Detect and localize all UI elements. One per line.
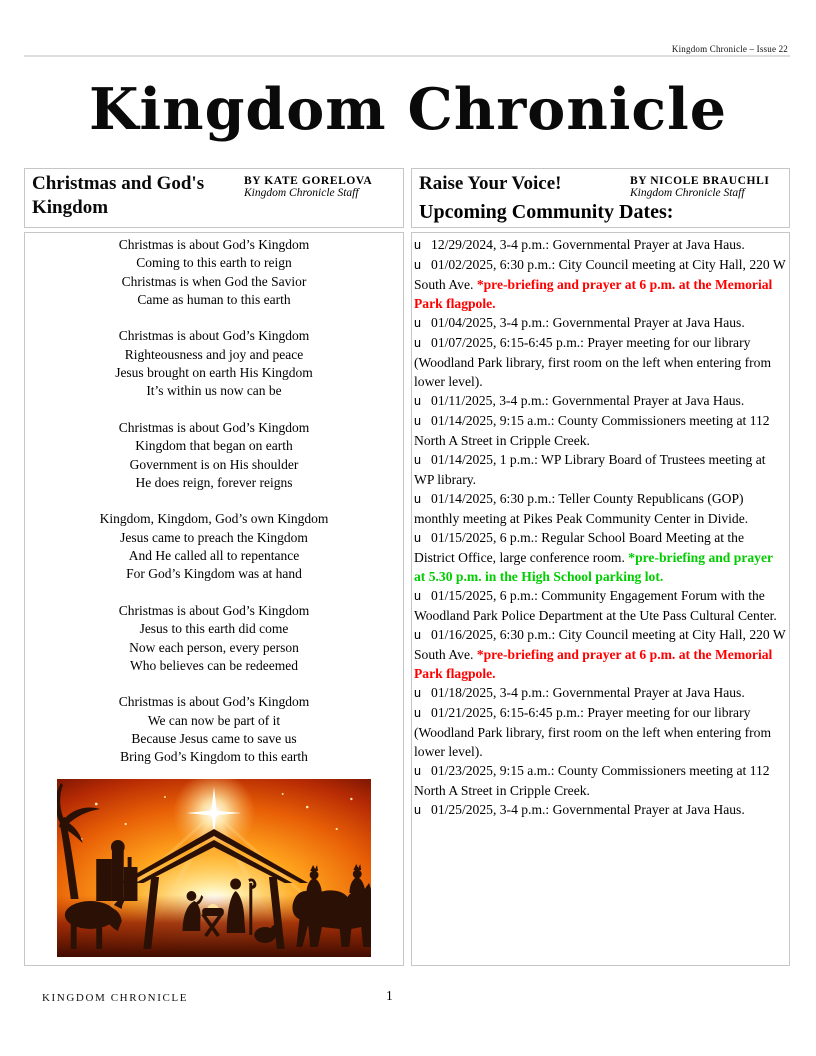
poem-line: Christmas is about God’s Kingdom: [118, 237, 310, 252]
event-text: 01/14/2025, 9:15 a.m.: County Commissioners meeting at 112 North A Street in Cripple Creek.: [414, 413, 770, 448]
poem-line: For God’s Kingdom was at hand: [126, 566, 302, 582]
events-list: [414, 235, 787, 820]
header-rule: [24, 55, 790, 57]
poem-line: Christmas is about God’s Kingdom: [118, 328, 310, 344]
event-text: 01/02/2025, 6:30 p.m.: City Council meeting at City Hall, 220 W South Ave.: [414, 257, 786, 292]
event-text: 01/25/2025, 3-4 p.m.: Governmental Prayer at Java Haus.: [431, 802, 745, 817]
event-item: [414, 450, 787, 489]
right-article-body: [411, 232, 790, 966]
poem-line: Jesus to this earth did come: [139, 621, 289, 637]
poem-line: Christmas is about God’s Kingdom: [118, 419, 310, 435]
event-text: 01/23/2025, 9:15 a.m.: County Commissioners meeting at 112 North A Street in Cripple Creek.: [414, 763, 770, 798]
bullet-icon: u: [414, 394, 422, 408]
event-item: [414, 683, 787, 703]
left-article-header: [24, 168, 404, 228]
event-highlight: *pre-briefing and prayer at 6 p.m. at the Memorial Park flagpole.: [414, 277, 773, 311]
bullet-icon: u: [414, 414, 422, 428]
event-item: [414, 313, 787, 333]
bullet-icon: u: [414, 764, 422, 778]
event-highlight: *pre-briefing and prayer at 5.30 p.m. in the High School parking lot.: [414, 550, 773, 584]
poem-line: Jesus came to preach the Kingdom: [120, 529, 308, 545]
right-article-title: Raise Your Voice!: [419, 173, 562, 194]
page-number: 1: [386, 988, 393, 1003]
poem-line: Bring God’s Kingdom to this earth: [120, 749, 308, 765]
poem-stanza: [25, 327, 403, 400]
event-item: [414, 411, 787, 450]
event-item: [414, 333, 787, 391]
masthead-title: Kingdom Chronicle: [88, 76, 728, 143]
left-article-body: [24, 232, 404, 966]
event-item: [414, 586, 787, 625]
left-article-byline: [244, 172, 396, 224]
poem-stanza: [25, 236, 403, 309]
poem-stanza: [25, 510, 403, 583]
poem-line: Christmas is about God’s Kingdom: [118, 694, 310, 710]
bullet-icon: u: [414, 531, 422, 545]
byline-author: BY NICOLE BRAUCHLI: [630, 175, 770, 187]
poem-stanza: [25, 419, 403, 492]
poem-line: Kingdom, Kingdom, God’s own Kingdom: [99, 511, 329, 527]
event-text: 12/29/2024, 3-4 p.m.: Governmental Prayer at Java Haus.: [431, 237, 745, 252]
event-text: 01/07/2025, 6:15-6:45 p.m.: Prayer meeting for our library (Woodland Park library, first room on the left when entering from lower level).: [414, 335, 772, 389]
poem-line: Jesus brought on earth His Kingdom: [115, 365, 313, 381]
poem-line: He does reign, forever reigns: [135, 474, 293, 490]
bullet-icon: u: [414, 628, 422, 642]
event-highlight: *pre-briefing and prayer at 6 p.m. at the Memorial Park flagpole.: [414, 647, 773, 681]
right-column: [411, 168, 790, 966]
right-article-byline: [630, 172, 782, 199]
poem: [25, 236, 403, 767]
bullet-icon: u: [414, 803, 422, 817]
left-column: [24, 168, 404, 966]
byline-role: Kingdom Chronicle Staff: [630, 187, 745, 199]
right-article-header: [411, 168, 790, 228]
bullet-icon: u: [414, 492, 422, 506]
poem-line: Christmas is about God’s Kingdom: [118, 602, 310, 618]
event-item: [414, 800, 787, 820]
byline-role: Kingdom Chronicle Staff: [244, 187, 359, 199]
poem-line: Came as human to this earth: [137, 291, 291, 307]
content-columns: [24, 168, 790, 966]
bullet-icon: u: [414, 706, 422, 720]
poem-stanza: [25, 602, 403, 675]
poem-line: Government is on His shoulder: [129, 456, 299, 472]
event-item: [414, 703, 787, 761]
event-item: [414, 235, 787, 255]
event-text: 01/15/2025, 6 p.m.: Community Engagement Forum with the Woodland Park Police Department at the Ute Pass Cultural Center.: [414, 588, 777, 623]
footer-title: KINGDOM CHRONICLE: [42, 992, 189, 1004]
bullet-icon: u: [414, 336, 422, 350]
issue-label: Kingdom Chronicle – Issue 22: [671, 44, 788, 54]
poem-line: Coming to this earth to reign: [136, 255, 292, 271]
poem-line: We can now be part of it: [147, 712, 281, 728]
event-text: 01/04/2025, 3-4 p.m.: Governmental Prayer at Java Haus.: [431, 315, 745, 330]
bullet-icon: u: [414, 589, 422, 603]
poem-stanza: [25, 693, 403, 766]
poem-line: And He called all to repentance: [128, 548, 300, 564]
event-item: [414, 489, 787, 528]
event-item: [414, 255, 787, 313]
bullet-icon: u: [414, 453, 422, 467]
poem-line: Righteousness and joy and peace: [124, 346, 304, 362]
event-text: 01/18/2025, 3-4 p.m.: Governmental Prayer at Java Haus.: [431, 685, 745, 700]
event-item: [414, 625, 787, 683]
bullet-icon: u: [414, 316, 422, 330]
poem-line: Christmas is when God the Savior: [121, 273, 307, 289]
event-item: [414, 528, 787, 586]
bullet-icon: u: [414, 238, 422, 252]
bullet-icon: u: [414, 686, 422, 700]
event-text: 01/15/2025, 6 p.m.: Regular School Board Meeting at the District Office, large conference room.: [414, 530, 745, 565]
event-text: 01/16/2025, 6:30 p.m.: City Council meeting at City Hall, 220 W South Ave.: [414, 627, 786, 662]
bullet-icon: u: [414, 258, 422, 272]
event-text: 01/11/2025, 3-4 p.m.: Governmental Prayer at Java Haus.: [431, 393, 745, 408]
nativity-image-svg: [57, 779, 371, 957]
left-article-title: Christmas and God's Kingdom: [32, 173, 205, 218]
poem-line: It’s within us now can be: [146, 383, 282, 399]
event-item: [414, 391, 787, 411]
byline-author: BY KATE GORELOVA: [244, 175, 373, 187]
nativity-image: [57, 779, 371, 957]
event-text: 01/14/2025, 6:30 p.m.: Teller County Republicans (GOP) monthly meeting at Pikes Peak Community Center in Divide.: [414, 491, 749, 526]
right-article-subtitle: Upcoming Community Dates:: [419, 201, 674, 223]
poem-line: Kingdom that began on earth: [135, 438, 293, 454]
event-text: 01/21/2025, 6:15-6:45 p.m.: Prayer meeting for our library (Woodland Park library, first room on the left when entering from lower level).: [414, 705, 772, 759]
poem-line: Who believes can be redeemed: [130, 657, 298, 673]
poem-line: Now each person, every person: [129, 639, 299, 655]
poem-line: Because Jesus came to save us: [131, 731, 297, 747]
event-item: [414, 761, 787, 800]
event-text: 01/14/2025, 1 p.m.: WP Library Board of Trustees meeting at WP library.: [414, 452, 766, 487]
